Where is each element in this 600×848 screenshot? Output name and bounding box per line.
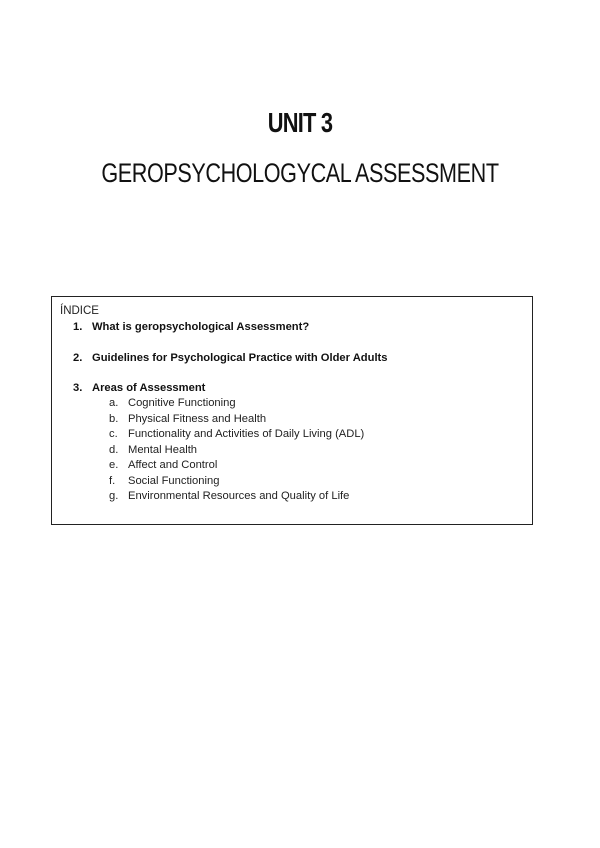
index-subitem-c [109,427,364,443]
index-subitem-label: Cognitive Functioning [128,397,236,409]
index-subitem-letter: b. [109,412,119,425]
unit-title: UNIT 3 [267,107,333,138]
index-subitem-letter: e. [109,459,119,471]
index-subitem-label: Physical Fitness and Health [128,412,267,425]
index-subitem-a [109,396,364,412]
index-subitem-letter: f. [109,474,116,487]
index-item-1 [73,320,309,336]
index-subitem-letter: a. [109,397,119,409]
index-subitem-label: Affect and Control [128,459,218,471]
index-subitem-label: Mental Health [128,443,198,456]
index-subitem-f [109,474,364,490]
index-subitem-e [109,458,364,474]
index-item-3 [73,381,205,397]
index-subitem-label: Social Functioning [128,474,220,487]
index-item-2 [73,351,388,367]
index-box [51,296,533,525]
page-title: GEROPSYCHOLOGYCAL ASSESSMENT [101,158,499,188]
index-subitem-letter: g. [109,490,119,502]
index-heading: ÍNDICE [60,305,99,317]
index-subitem-letter: d. [109,443,119,456]
index-sublist [109,396,364,505]
index-item-number: 2. [73,352,83,364]
index-subitem-label: Environmental Resources and Quality of Life [128,490,350,502]
index-subitem-letter: c. [109,428,118,440]
index-subitem-d [109,443,364,459]
index-item-number: 1. [73,321,83,333]
index-subitem-b [109,412,364,428]
index-item-label: Areas of Assessment [92,382,206,394]
index-item-number: 3. [73,382,83,394]
index-item-label: Guidelines for Psychological Practice with Older Adults [92,352,388,364]
index-subitem-label: Functionality and Activities of Daily Living (ADL) [128,428,365,440]
index-subitem-g [109,489,364,505]
index-item-label: What is geropsychological Assessment? [92,321,310,333]
